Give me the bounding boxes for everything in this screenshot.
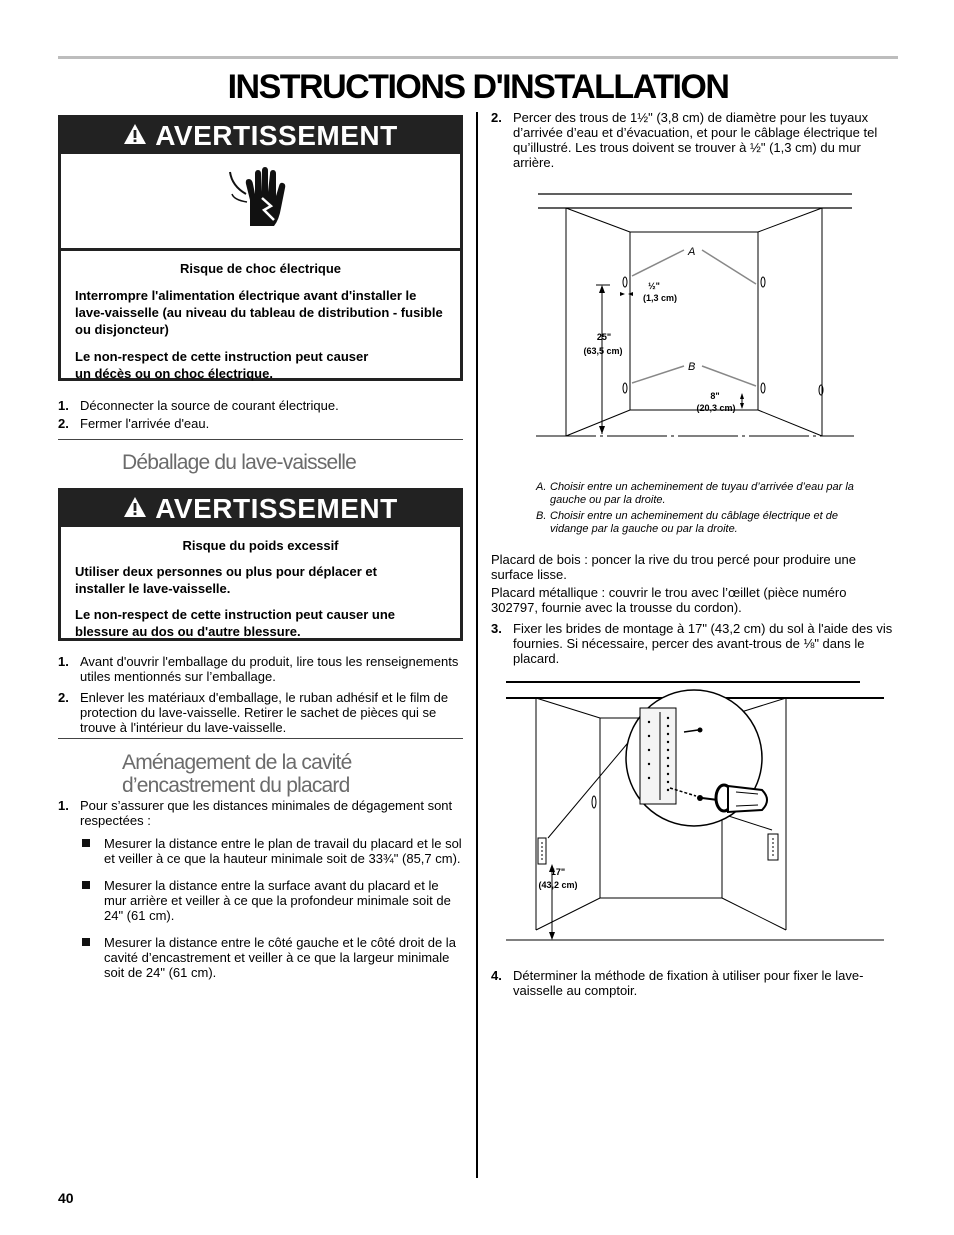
hole-marker [761,277,765,287]
page-title: INSTRUCTIONS D'INSTALLATION [227,68,729,106]
bullet-square-icon [82,938,90,946]
figure-caption [536,481,856,536]
shock-hazard-panel [61,154,460,251]
dim-8-cm: (20,3 cm) [696,403,736,413]
top-rule [58,56,898,59]
bullet-square-icon [82,839,90,847]
warning-box-weight [58,488,463,641]
warning-triangle-icon [123,493,147,525]
list-item: 2. Percer des trous de 1½" (3,8 cm) de diamètre pour les tuyaux d’arrivée d’eau et d’évacuation, et pour le câblage électrique tel qu’illustré. Les trous doivent se trouver à ½" (1,3 cm) du mur arrière. [491,110,878,170]
label-a: A [688,246,696,258]
dim-17-inch: 17" [550,867,566,877]
warning-header-label: AVERTISSEMENT [155,120,398,151]
electric-shock-hand-icon [226,164,296,241]
warning-header [61,118,460,154]
list-item: 1. Avant d'ouvrir l'emballage du produit, lire tous les renseignements utiles mentionnés sur l’emballage. [58,654,459,684]
column-divider [476,112,478,1178]
section-heading-unpack: Déballage du lave-vaisselle [122,451,357,474]
bullet-item: Mesurer la distance entre le côté gauche et le côté droit de la cavité d’encastrement et veiller à ce que la largeur minimale soit de 24" (61 cm). [80,935,463,980]
bracket-step [491,621,896,669]
warning-instruction: Utiliser deux personnes ou plus pour déplacer et installer le lave-vaisselle. [75,564,377,596]
list-item: 4. Déterminer la méthode de fixation à utiliser pour fixer le lave-vaisselle au comptoir. [491,968,864,998]
warning-triangle-icon [123,120,147,152]
hole-marker [623,277,627,287]
caption-item: B. Choisir entre un acheminement du câblage électrique et de vidange par la gauche ou par la droite. [536,510,839,535]
dim-25-inch: 25" [596,332,612,342]
hole-marker [761,383,765,393]
screwdriver-handle [728,786,767,812]
list-item: 1. Pour s’assurer que les distances minimales de dégagement sont respectées : Mesurer la distance entre le plan de travail du placard et le sol et veiller à ce que la hauteur minimale soit de 33¾" (85,7 cm). Mesurer la distance entre la surface avant du placard et le mur arrière et veiller à ce que la profondeur minimale soit de 24" (61 cm). Mesurer la distance entre le côté gauche et le côté droit de la cavité d’encastrement et veiller à ce que la largeur minimale soit de 24" (61 cm). [58,798,462,980]
wood-cabinet-note: Placard de bois : poncer la rive du trou percé pour produire une surface lisse. [491,552,856,582]
list-item: 3. Fixer les brides de montage à 17" (43,2 cm) du sol à l'aide des vis fournies. Si nécessaire, percer des avant-trous de ⅛" dans le placard. [491,621,893,666]
mounting-bracket-diagram [500,678,890,950]
list-item: 2. Enlever les matériaux d'emballage, le ruban adhésif et le film de protection du lave-vaisselle. Retirer le sachet de pièces qui se trouve à l'intérieur du lave-vaisselle. [58,690,449,735]
dim-8-inch: 8" [710,391,720,401]
dim-half-inch: ½" [648,281,660,291]
zoomed-bracket [640,708,676,804]
page-number: 40 [58,1190,74,1206]
caption-item: A. Choisir entre un acheminement de tuyau d’arrivée d’eau par la gauche ou par la droite. [536,481,854,506]
warning-header [61,491,460,527]
warning-instruction: Interrompre l'alimentation électrique avant d'installer le lave-vaisselle (au niveau du tableau de distribution - fusible ou disjoncteur) [75,288,443,337]
warning-body [61,251,460,382]
bullet-square-icon [82,881,90,889]
cavity-steps [58,798,463,988]
list-item: 2. Fermer l'arrivée d'eau. [58,416,210,431]
hole-marker [623,383,627,393]
dim-half-cm: (1,3 cm) [642,293,678,303]
drill-step [491,110,896,173]
section-rule [58,439,463,440]
warning-box-electric [58,115,463,381]
dim-25-cm: (63,5 cm) [583,346,623,356]
attach-step [491,968,896,1001]
section-rule [58,738,463,739]
dim-17-cm: (43,2 cm) [538,880,578,890]
screw [698,728,703,733]
bullet-item: Mesurer la distance entre le plan de travail du placard et le sol et veiller à ce que la hauteur minimale soit de 33¾" (85,7 cm). [80,836,463,866]
warning-risk-title: Risque de choc électrique [179,261,342,276]
hole-marker [592,796,596,808]
unpack-steps [58,654,463,738]
metal-cabinet-note: Placard métallique : couvrir le trou avec l’œillet (pièce numéro 302797, fournie avec la trousse du cordon). [491,585,847,615]
warning-consequence: Le non-respect de cette instruction peut causer une blessure au dos ou d'autre blessure. [75,607,396,639]
warning-body [61,527,460,640]
cavity-holes-diagram [530,190,856,470]
bullet-item: Mesurer la distance entre la surface avant du placard et le mur arrière et veiller à ce que la profondeur minimale soit de 24" (61 cm). [80,878,463,923]
label-b: B [688,361,696,373]
preliminary-steps [58,398,463,434]
warning-risk-title: Risque du poids excessif [182,538,339,553]
warning-consequence: Le non-respect de cette instruction peut causer un décès ou on choc électrique. [75,349,369,381]
warning-header-label: AVERTISSEMENT [155,493,398,524]
section-heading-cavity: Aménagement de la cavité d’encastrement du placard [122,751,352,797]
list-item: 1. Déconnecter la source de courant électrique. [58,398,339,413]
